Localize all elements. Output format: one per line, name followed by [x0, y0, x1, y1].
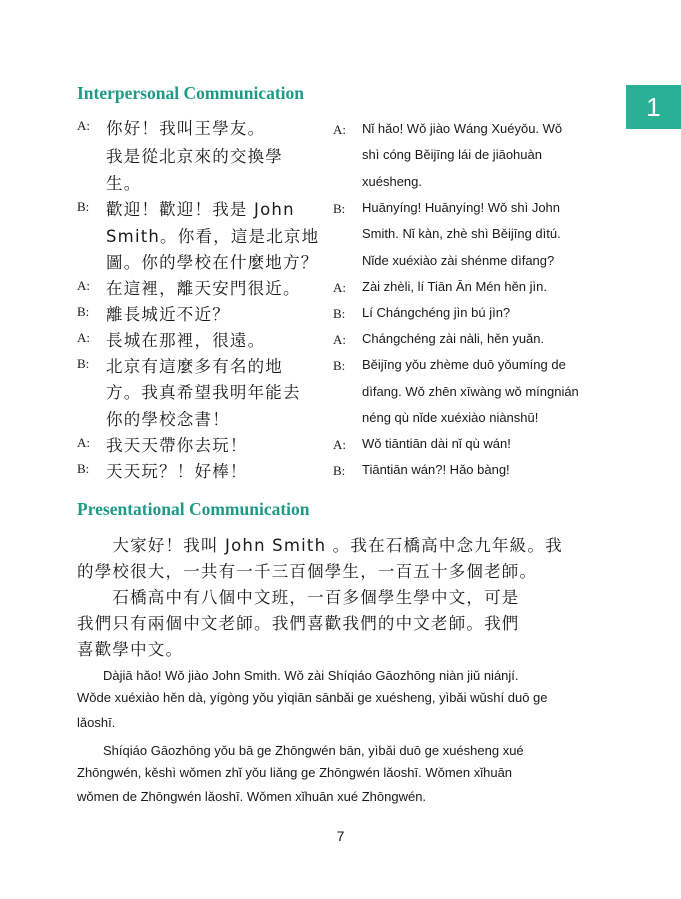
section-title-presentational: Presentational Communication — [77, 499, 310, 519]
chinese-presentation-line: 大家好！我叫 John Smith 。我在石橋高中念九年級。我 — [77, 536, 563, 555]
pinyin-dialogue-line: Wǒ tiāntiān dài nǐ qù wán! — [362, 436, 511, 451]
speaker-label: B: — [333, 358, 346, 373]
chinese-dialogue-line: 我是從北京來的交換學 — [106, 147, 283, 166]
pinyin-dialogue-line: xuésheng. — [362, 174, 422, 189]
speaker-label: B: — [333, 306, 346, 321]
chinese-dialogue-line: 你好！我叫王學友。 — [106, 119, 266, 138]
pinyin-dialogue-line: shì cóng Běijīng lái de jiāohuàn — [362, 147, 542, 162]
speaker-label: A: — [77, 278, 90, 293]
chinese-dialogue-line: 圖。你的學校在什麼地方？ — [106, 253, 319, 272]
speaker-label: B: — [77, 356, 90, 371]
chinese-dialogue-line: 生。 — [106, 174, 142, 193]
section-title-interpersonal: Interpersonal Communication — [77, 83, 305, 103]
pinyin-dialogue-line: néng qù nǐde xuéxiào niànshū! — [362, 410, 539, 425]
speaker-label: A: — [77, 330, 90, 345]
chinese-dialogue-line: 歡迎！歡迎！我是 John — [106, 200, 295, 219]
pinyin-dialogue-line: Chángchéng zài nàli, hěn yuǎn. — [362, 331, 545, 346]
chinese-dialogue-line: 北京有這麼多有名的地 — [106, 357, 283, 376]
pinyin-presentation-line: Dàjiā hǎo! Wǒ jiào John Smith. Wǒ zài Shíqiáo Gāozhōng niàn jiǔ niánjí. — [77, 668, 519, 683]
chinese-dialogue-line: 你的學校念書！ — [106, 410, 230, 429]
pinyin-dialogue-line: Běijīng yǒu zhème duō yǒumíng de — [362, 357, 566, 372]
chinese-dialogue-line: 我天天帶你去玩！ — [106, 436, 248, 455]
speaker-label: B: — [77, 461, 90, 476]
pinyin-presentation-line: Wǒde xuéxiào hěn dà, yígòng yǒu yìqiān sānbǎi ge xuésheng, yìbǎi wǔshí duō ge — [77, 690, 548, 705]
speaker-label: A: — [333, 437, 346, 452]
chinese-dialogue-line: 天天玩？！好棒！ — [106, 462, 248, 481]
chinese-dialogue-line: 離長城近不近？ — [106, 305, 230, 324]
chapter-tab: 1 — [626, 85, 681, 129]
pinyin-dialogue-line: Zài zhèli, lí Tiān Ān Mén hěn jìn. — [362, 279, 547, 294]
speaker-label: A: — [77, 118, 90, 133]
chinese-presentation-line: 喜歡學中文。 — [77, 640, 184, 659]
speaker-label: A: — [77, 435, 90, 450]
chinese-dialogue-line: 方。我真希望我明年能去 — [106, 383, 301, 402]
chinese-dialogue-line: 在這裡，離天安門很近。 — [106, 279, 301, 298]
pinyin-dialogue-line: Tiāntiān wán?! Hǎo bàng! — [362, 462, 510, 477]
pinyin-presentation-line: Shíqiáo Gāozhōng yǒu bā ge Zhōngwén bān, yìbǎi duō ge xuésheng xué — [77, 743, 524, 758]
chinese-presentation-line: 石橋高中有八個中文班，一百多個學生學中文，可是 — [77, 588, 520, 607]
page-number: 7 — [336, 828, 345, 844]
chinese-dialogue-line: 長城在那裡，很遠。 — [106, 331, 266, 350]
speaker-label: A: — [333, 280, 346, 295]
speaker-label: B: — [333, 201, 346, 216]
speaker-label: A: — [333, 332, 346, 347]
speaker-label: B: — [77, 304, 90, 319]
pinyin-dialogue-line: Nǐ hǎo! Wǒ jiào Wáng Xuéyǒu. Wǒ — [362, 121, 563, 136]
chinese-dialogue-line: Smith。你看，這是北京地 — [106, 227, 320, 246]
pinyin-presentation-line: Zhōngwén, kěshì wǒmen zhǐ yǒu liǎng ge Zhōngwén lǎoshī. Wǒmen xǐhuān — [77, 765, 513, 780]
speaker-label: B: — [333, 463, 346, 478]
pinyin-dialogue-line: dìfang. Wǒ zhēn xīwàng wǒ míngnián — [362, 384, 579, 399]
pinyin-dialogue-line: Lí Chángchéng jìn bú jìn? — [362, 305, 511, 320]
pinyin-presentation-line: wǒmen de Zhōngwén lǎoshī. Wǒmen xǐhuān xué Zhōngwén. — [77, 789, 427, 804]
chinese-presentation-line: 我們只有兩個中文老師。我們喜歡我們的中文老師。我們 — [77, 614, 520, 633]
chinese-presentation-line: 的學校很大，一共有一千三百個學生，一百五十多個老師。 — [77, 562, 538, 581]
speaker-label: B: — [77, 199, 90, 214]
pinyin-presentation-line: lǎoshī. — [77, 715, 116, 730]
pinyin-dialogue-line: Huānyíng! Huānyíng! Wǒ shì John — [362, 200, 561, 215]
speaker-label: A: — [333, 122, 346, 137]
pinyin-dialogue-line: Smith. Nǐ kàn, zhè shì Běijīng dìtú. — [362, 226, 561, 241]
pinyin-dialogue-line: Nǐde xuéxiào zài shénme dìfang? — [362, 253, 555, 268]
